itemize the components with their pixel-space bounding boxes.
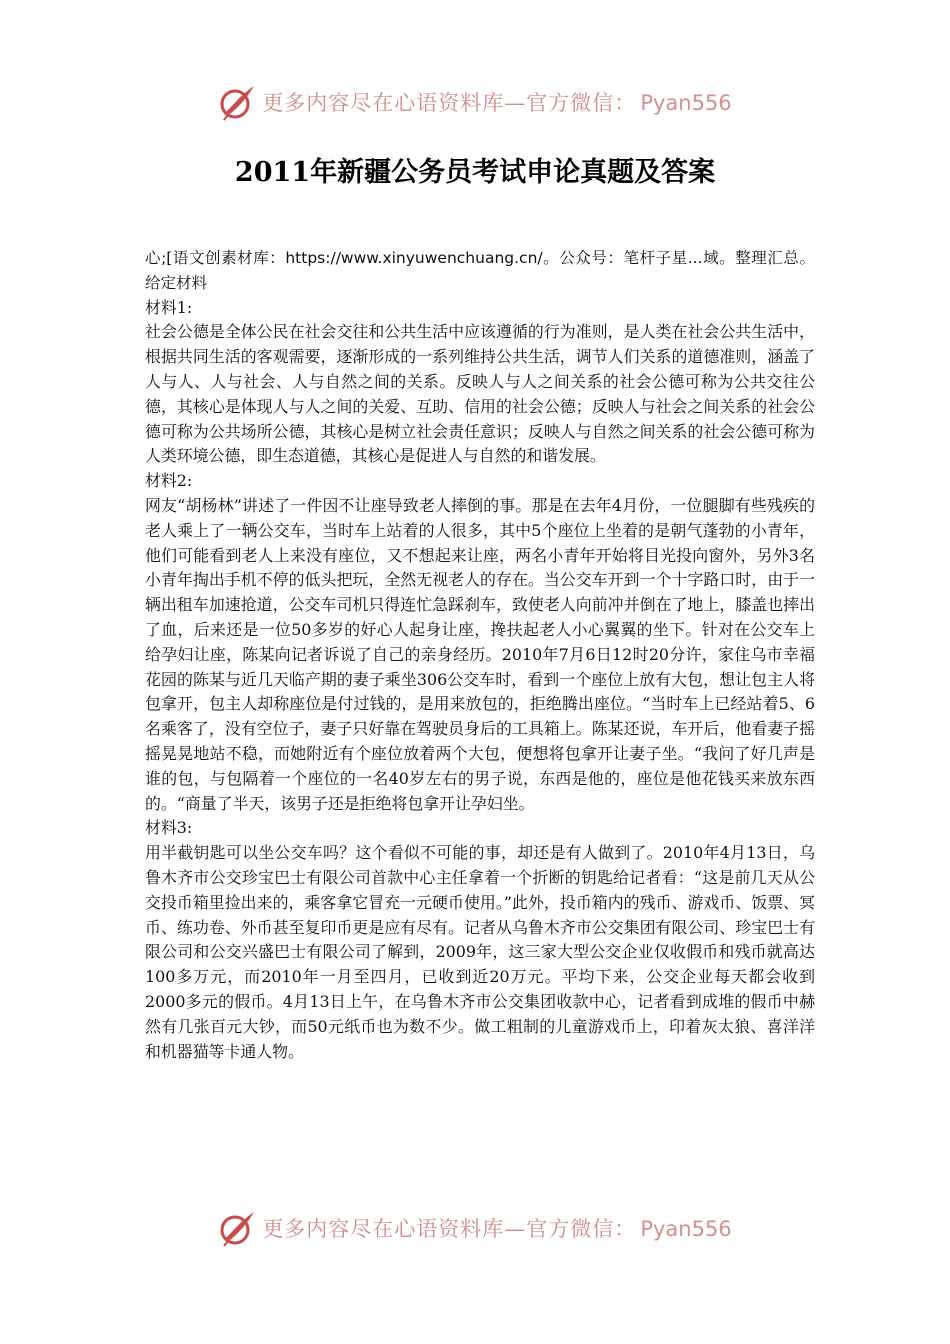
quill-logo-icon (218, 82, 258, 122)
source-note: 心;[语文创素材库：https://www.xinyuwenchuang.cn/。公众号：笔杆子星...域。整理汇总。给定材料 (145, 249, 815, 292)
document-body (145, 246, 815, 1064)
header-banner (0, 82, 950, 122)
section-text-3: 用半截钥匙可以坐公交车吗？这个看似不可能的事，却还是有人做到了。2010年4月13日，乌鲁木齐市公交珍宝巴士有限公司首款中心主任拿着一个折断的钥匙给记者看：“这是前几天从公交投币箱里捡出来的，乘客拿它冒充一元硬币使用。”此外，投币箱内的残币、游戏币、饭票、冥币、练功卷、外币甚至复印币更是应有尽有。记者从乌鲁木齐市公交集团有限公司、珍宝巴士有限公司和公交兴盛巴士有限公司了解到，2009年，这三家大型公交企业仅收假币和残币就高达100多万元，而2010年一月至四月，已收到近20万元。平均下来，公交企业每天都会收到2000多元的假币。4月13日上午，在乌鲁木齐市公交集团收款中心，记者看到成堆的假币中赫然有几张百元大钞，而50元纸币也为数不少。做工粗制的儿童游戏币上，印着灰太狼、喜洋洋和机器猫等卡通人物。 (145, 843, 815, 1061)
footer-banner (0, 1208, 950, 1248)
banner-account: Pyan556 (640, 1217, 732, 1241)
banner-text: 更多内容尽在心语资料库—官方微信： Pyan556 (262, 1217, 732, 1241)
section-text-1: 社会公德是全体公民在社会交往和公共生活中应该遵循的行为准则，是人类在社会公共生活中，根据共同生活的客观需要，逐渐形成的一系列维持公共生活，调节人们关系的道德准则，涵盖了人与人、人与社会、人与自然之间的关系。反映人与人之间关系的社会公德可称为公共交往公德，其核心是体现人与人之间的关爱、互助、信用的社会公德；反映人与社会之间关系的社会公德可称为公共场所公德，其核心是树立社会责任意识；反映人与自然之间关系的社会公德可称为人类环境公德，即生态道德，其核心是促进人与自然的和谐发展。 (145, 322, 815, 466)
section-heading-2: 材料2: (145, 471, 193, 491)
banner-text: 更多内容尽在心语资料库—官方微信： Pyan556 (262, 91, 732, 115)
section-text-2: 网友“胡杨林”讲述了一件因不让座导致老人摔倒的事。那是在去年4月份，一位腿脚有些残疾的老人乘上了一辆公交车，当时车上站着的人很多，其中5个座位上坐着的是朝气蓬勃的小青年，他们可能看到老人上来没有座位，又不想起来让座，两名小青年开始将目光投向窗外，另外3名小青年掏出手机不停的低头把玩，全然无视老人的存在。当公交车开到一个十字路口时，由于一辆出租车加速抢道，公交车司机只得连忙急踩刹车，致使老人向前冲并倒在了地上，膝盖也摔出了血，后来还是一位50多岁的好心人起身让座，搀扶起老人小心翼翼的坐下。针对在公交车上给孕妇让座，陈某向记者诉说了自己的亲身经历。2010年7月6日12时20分许，家住乌市幸福花园的陈某与近几天临产期的妻子乘坐306公交车时，看到一个座位上放有大包，想让包主人将包拿开，包主人却称座位是付过钱的，是用来放包的，拒绝腾出座位。“当时车上已经站着5、6名乘客了，没有空位子，妻子只好靠在驾驶员身后的工具箱上。陈某还说，车开后，他看妻子摇摇晃晃地站不稳，而她附近有个座位放着两个大包，便想将包拿开让妻子坐。“我问了好几声是谁的包，与包隔着一个座位的一名40岁左右的男子说，东西是他的，座位是他花钱买来放东西的。“商量了半天，该男子还是拒绝将包拿开让孕妇坐。 (145, 495, 815, 813)
quill-logo-icon (218, 1208, 258, 1248)
banner-account: Pyan556 (640, 91, 732, 115)
section-heading-3: 材料3: (145, 818, 193, 838)
section-heading-1: 材料1: (145, 297, 193, 317)
document-title: 2011年新疆公务员考试申论真题及答案 (234, 157, 716, 188)
